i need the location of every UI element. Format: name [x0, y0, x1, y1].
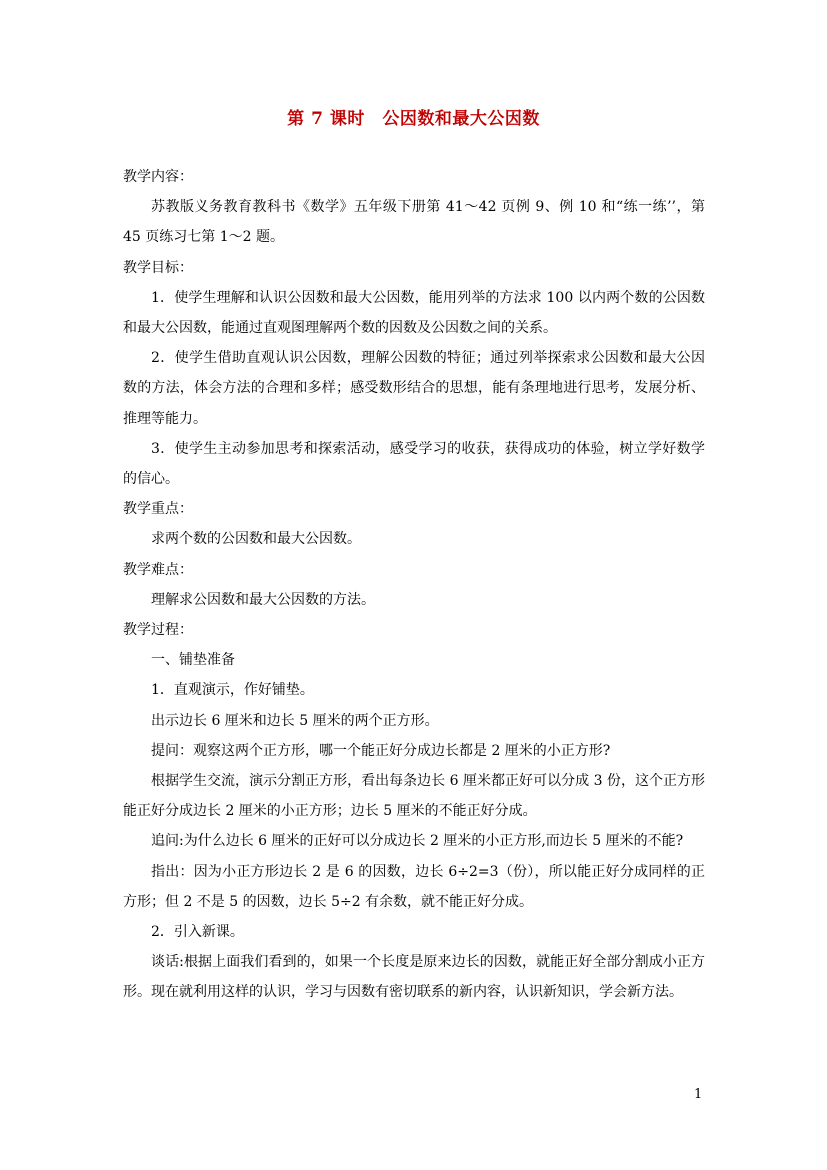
lesson-title: 第 7 课时 公因数和最大公因数	[287, 109, 540, 129]
section-heading-content: 教学内容：	[123, 169, 193, 185]
process-demonstration: 根据学生交流，演示分割正方形，看出每条边长 6 厘米都正好可以分成 3 份，这个正方形能正好分成边长 2 厘米的小正方形；边长 5 厘米的不能正好分成。	[123, 773, 705, 820]
process-paragraph: 出示边长 6 厘米和边长 5 厘米的两个正方形。	[151, 712, 439, 729]
objective-1: 1．使学生理解和认识公因数和最大公因数，能用列举的方法求 100 以内两个数的公因数和最大公因数，能通过直观图理解两个数的因数及公因数之间的关系。	[123, 289, 705, 337]
section-heading-objectives: 教学目标：	[123, 259, 193, 276]
process-substep-1: 1．直观演示，作好铺垫。	[151, 682, 314, 699]
section-heading-difficulties: 教学难点：	[123, 561, 193, 578]
process-question: 提问：观察这两个正方形，哪一个能正好分成边长都是 2 厘米的小正方形?	[151, 742, 611, 759]
page-number: 1	[694, 1087, 703, 1102]
key-points-paragraph: 求两个数的公因数和最大公因数。	[151, 531, 361, 548]
lesson-body	[123, 162, 705, 1008]
process-follow-up-question: 追问:为什么边长 6 厘米的正好可以分成边长 2 厘米的小正方形,而边长 5 厘米的不能?	[151, 833, 684, 850]
process-step-heading: 一、铺垫准备	[151, 652, 235, 669]
content-paragraph: 苏教版义务教育教科书《数学》五年级下册第 41～42 页例 9、例 10 和“练一练’’，第 45 页练习七第 1～2 题。	[123, 199, 705, 246]
objective-3: 3．使学生主动参加思考和探索活动，感受学习的收获，获得成功的体验，树立学好数学的信心。	[123, 440, 705, 488]
process-explanation: 指出：因为小正方形边长 2 是 6 的因数，边长 6÷2=3（份），所以能正好分成同样的正方形；但 2 不是 5 的因数，边长 5÷2 有余数，就不能正好分成。	[123, 863, 705, 910]
process-introduction: 谈话:根据上面我们看到的，如果一个长度是原来边长的因数，就能正好全部分割成小正方形。现在就利用这样的认识，学习与因数有密切联系的新内容，认识新知识，学会新方法。	[123, 954, 705, 1001]
process-substep-2: 2．引入新课。	[151, 924, 244, 941]
objective-2: 2．使学生借助直观认识公因数，理解公因数的特征；通过列举探索求公因数和最大公因数的方法，体会方法的合理和多样；感受数形结合的思想，能有条理地进行思考，发展分析、推理等能力。	[123, 350, 705, 427]
section-heading-key-points: 教学重点：	[123, 501, 193, 518]
section-heading-process: 教学过程：	[123, 622, 193, 639]
difficulties-paragraph: 理解求公因数和最大公因数的方法。	[151, 591, 375, 608]
